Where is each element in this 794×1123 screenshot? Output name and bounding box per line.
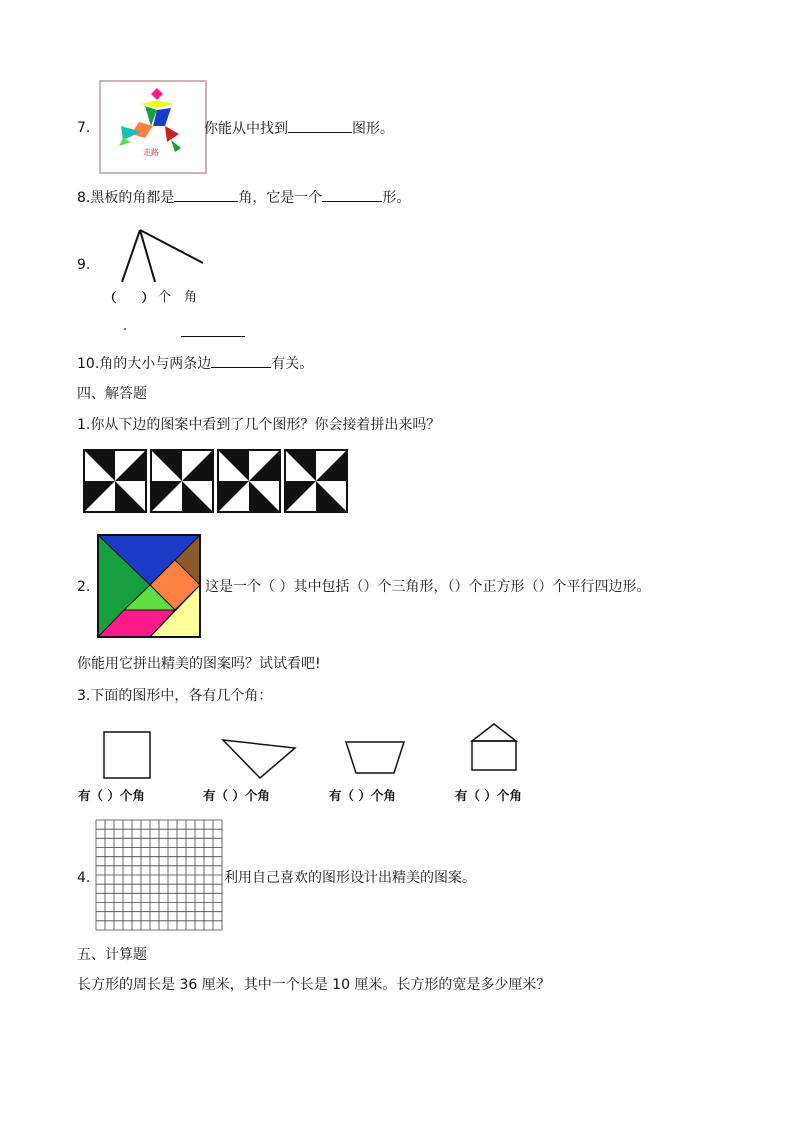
q8-text-b: 角，它是一个 xyxy=(238,190,323,206)
tangram-figure-image xyxy=(99,80,207,174)
a3-square-shape xyxy=(103,731,153,781)
a2-text: 这是一个（ ）其中包括（）个三角形，（）个正方形（）个平行四边形。 xyxy=(205,579,651,595)
q7-number: 7. xyxy=(77,120,91,136)
q10-text-b: 有关。 xyxy=(271,356,314,372)
q9-number: 9. xyxy=(77,257,91,273)
pinwheel-tile-4 xyxy=(285,450,347,512)
q9-paren: （ ） xyxy=(104,290,155,305)
q10-answer-blank[interactable] xyxy=(211,353,271,368)
q8-text-c: 形。 xyxy=(382,190,411,206)
q7-text xyxy=(204,118,394,139)
tangram-caption: 走路 xyxy=(143,148,159,157)
a3-trapezoid-shape xyxy=(344,740,408,776)
a4-drawing-grid[interactable] xyxy=(95,819,223,931)
pinwheel-tile-3 xyxy=(218,450,280,512)
tangram-person-icon xyxy=(101,82,205,172)
a2-number: 2. xyxy=(77,579,91,595)
a3-label-2: 有（ ）个角 xyxy=(203,788,270,803)
angle-rays-diagram xyxy=(115,228,235,288)
a3-house-shape xyxy=(470,722,522,774)
q9-dot xyxy=(124,328,126,330)
q10-text xyxy=(77,353,313,374)
a4-text: 利用自己喜欢的图形设计出精美的图案。 xyxy=(224,870,476,886)
a4-number: 4. xyxy=(77,870,91,886)
q8-text xyxy=(77,187,410,208)
pinwheel-tile-1 xyxy=(84,450,146,512)
q7-text-a: 你能从中找到 xyxy=(204,121,288,137)
q7-text-b: 图形。 xyxy=(352,121,394,137)
a3-triangle-shape xyxy=(220,736,300,781)
a1-text: 1.你从下边的图案中看到了几个图形？你会接着拼出来吗？ xyxy=(77,417,441,433)
a3-label-3: 有（ ）个角 xyxy=(329,788,396,803)
section-4-heading: 四、解答题 xyxy=(77,386,147,402)
tangram-square xyxy=(97,534,201,638)
pinwheel-tile-2 xyxy=(151,450,213,512)
q8-answer-blank-1[interactable] xyxy=(174,187,238,202)
a3-text: 3.下面的图形中，各有几个角： xyxy=(77,688,273,704)
q7-answer-blank[interactable] xyxy=(288,118,352,133)
q10-text-a: 10.角的大小与两条边 xyxy=(77,356,212,372)
q9-label-ge: 个 xyxy=(158,290,172,305)
calc-question: 长方形的周长是 36 厘米，其中一个长是 10 厘米。长方形的宽是多少厘米？ xyxy=(77,977,551,993)
q8-text-a: 8.黑板的角都是 xyxy=(77,190,175,206)
q8-answer-blank-2[interactable] xyxy=(322,187,382,202)
q9-label-jiao: 角 xyxy=(184,290,198,305)
section-5-heading: 五、计算题 xyxy=(77,947,147,963)
a3-label-4: 有（ ）个角 xyxy=(455,788,522,803)
a3-label-1: 有（ ）个角 xyxy=(78,788,145,803)
q9-answer-blank[interactable] xyxy=(181,336,245,337)
a2-followup: 你能用它拼出精美的图案吗？试试看吧! xyxy=(77,656,321,672)
pinwheel-pattern xyxy=(83,449,351,513)
